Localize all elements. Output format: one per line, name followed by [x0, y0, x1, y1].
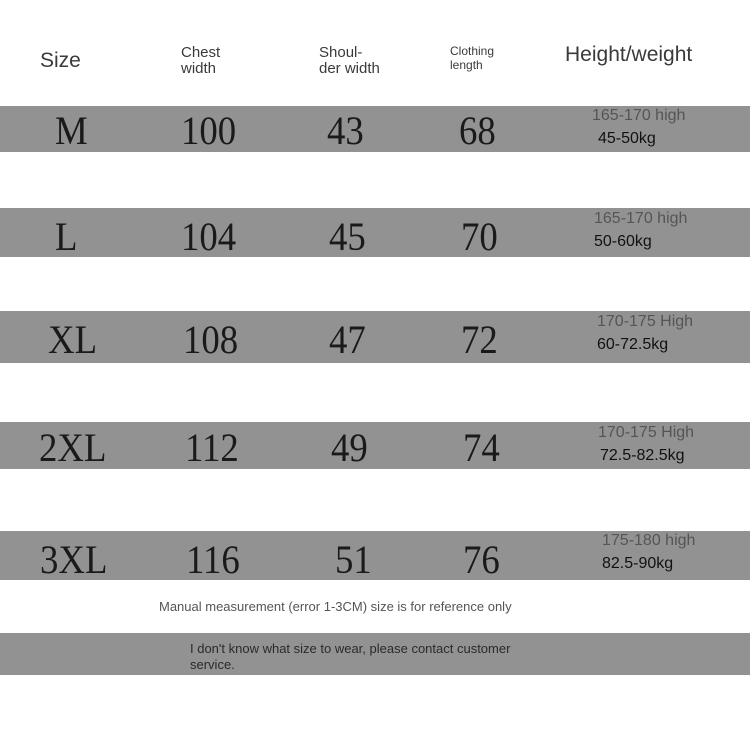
shoulder-cell: 47: [329, 317, 366, 362]
weight-range: 50-60kg: [594, 233, 652, 250]
header-length-line1: Clothing: [450, 44, 495, 58]
height-weight-cell: [592, 108, 685, 147]
weight-range: 45-50kg: [598, 130, 656, 147]
weight-range: 82.5-90kg: [602, 555, 674, 572]
height-weight-cell: [594, 211, 687, 250]
chest-cell: 116: [186, 537, 240, 582]
chest-cell: 112: [185, 425, 239, 470]
size-cell: XL: [48, 317, 98, 362]
height-weight-cell: [598, 425, 694, 464]
weight-range: 60-72.5kg: [597, 336, 669, 353]
header-shoulder-width: [319, 45, 380, 77]
chest-cell: 108: [183, 317, 239, 362]
height-range: 170-175 High: [597, 313, 694, 330]
shoulder-cell: 49: [331, 425, 368, 470]
header-shoulder-line1: Shoul-: [319, 44, 363, 61]
height-range: 165-170 high: [594, 210, 688, 227]
size-cell: M: [55, 108, 88, 153]
header-chest-line2: width: [181, 59, 217, 77]
weight-range: 72.5-82.5kg: [600, 447, 685, 464]
shoulder-cell: 43: [327, 108, 364, 153]
size-cell: L: [55, 214, 78, 259]
header-length-line2: length: [450, 58, 483, 73]
height-range: 165-170 high: [592, 107, 686, 124]
shoulder-cell: 51: [335, 537, 372, 582]
shoulder-cell: 45: [329, 214, 366, 259]
length-cell: 70: [461, 214, 498, 259]
height-range: 175-180 high: [602, 532, 696, 549]
chest-cell: 104: [181, 214, 237, 259]
header-chest-width: [181, 45, 220, 77]
length-cell: 76: [463, 537, 500, 582]
header-clothing-length: [450, 44, 494, 73]
chest-cell: 100: [181, 108, 237, 153]
height-weight-cell: [597, 314, 693, 353]
length-cell: 68: [459, 108, 496, 153]
height-weight-cell: [602, 533, 695, 572]
header-height-weight: Height/weight: [565, 43, 693, 66]
header-chest-line1: Chest: [181, 44, 221, 61]
size-cell: 2XL: [39, 425, 107, 470]
size-cell: 3XL: [40, 537, 108, 582]
measurement-note: Manual measurement (error 1-3CM) size is for reference only: [159, 599, 512, 614]
length-cell: 74: [463, 425, 500, 470]
contact-note: I don't know what size to wear, please contact customer service.: [190, 641, 511, 672]
length-cell: 72: [461, 317, 498, 362]
header-size: Size: [40, 49, 81, 72]
height-range: 170-175 High: [598, 424, 695, 441]
header-shoulder-line2: der width: [319, 59, 380, 77]
